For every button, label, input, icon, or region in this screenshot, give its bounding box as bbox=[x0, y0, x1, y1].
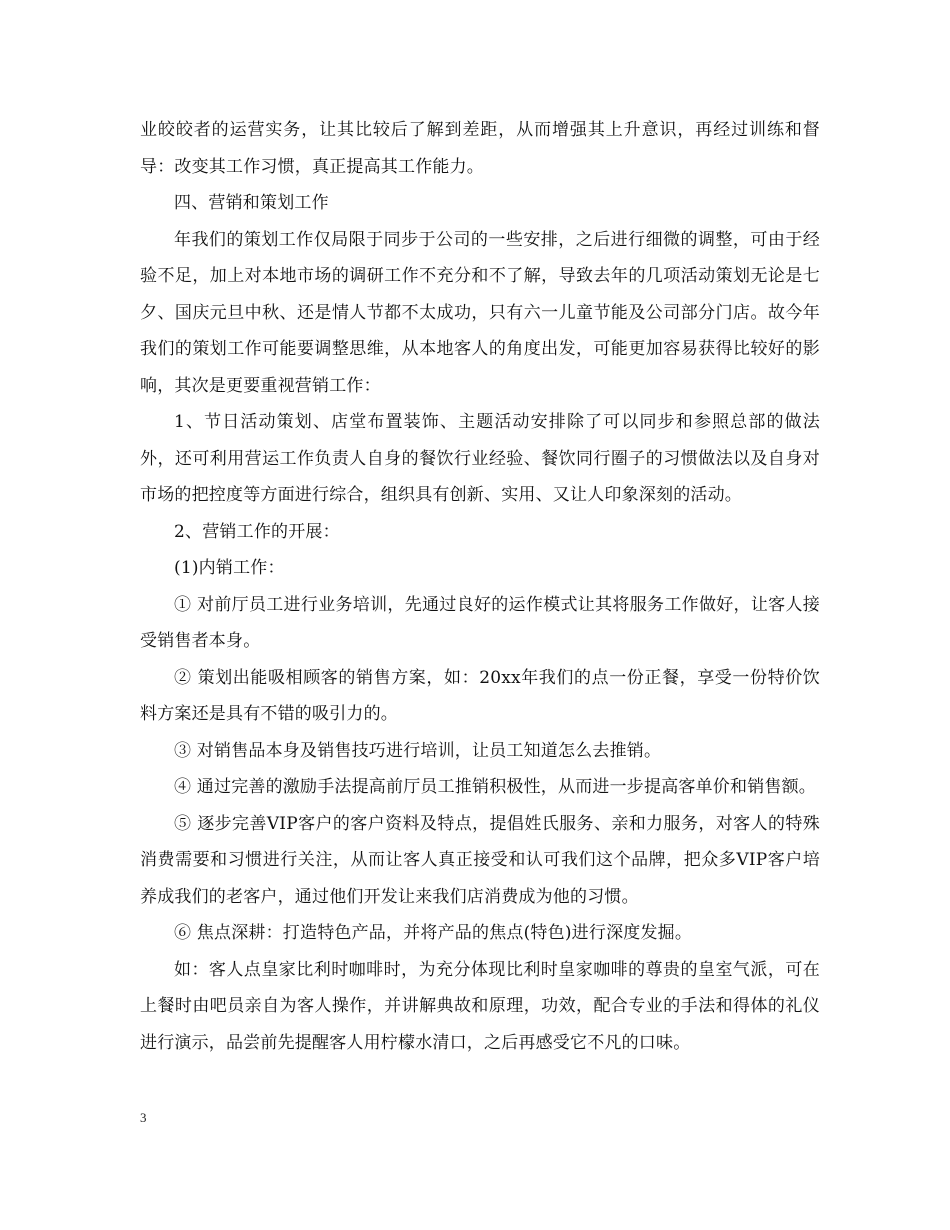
list-item: ③ 对销售品本身及销售技巧进行培训，让员工知道怎么去推销。 bbox=[174, 740, 662, 761]
document-body bbox=[140, 112, 820, 1061]
page-number: 3 bbox=[140, 1110, 147, 1125]
list-item: ⑥ 焦点深耕：打造特色产品，并将产品的焦点(特色)进行深度发掘。 bbox=[174, 923, 693, 943]
paragraph: 如：客人点皇家比利时咖啡时，为充分体现比利时皇家咖啡的尊贵的皇室气派，可在上餐时由吧员亲自为客人操作，并讲解典故和原理，功效，配合专业的手法和得体的礼仪进行演示，品尝前先提醒客人用柠檬水清口，之后再感受它不凡的口味。 bbox=[140, 959, 820, 1053]
list-item: ④ 通过完善的激励手法提高前厅员工推销积极性，从而进一步提高客单价和销售额。 bbox=[174, 777, 817, 797]
paragraph: 1、节日活动策划、店堂布置装饰、主题活动安排除了可以同步和参照总部的做法外，还可利用营运工作负责人自身的餐饮行业经验、餐饮同行圈子的习惯做法以及自身对市场的把控度等方面进行综合，组织具有创新、实用、又让人印象深刻的活动。 bbox=[140, 412, 820, 505]
section-heading: 四、营销和策划工作 bbox=[174, 193, 329, 213]
list-item: ⑤ 逐步完善VIP客户的客户资料及特点，提倡姓氏服务、亲和力服务，对客人的特殊消费需要和习惯进行关注，从而让客人真正接受和认可我们这个品牌，把众多VIP客户培养成我们的老客户，通过他们开发让来我们店消费成为他的习惯。 bbox=[140, 813, 820, 907]
list-item: ② 策划出能吸相顾客的销售方案，如：20xx年我们的点一份正餐，享受一份特价饮料方案还是具有不错的吸引力的。 bbox=[140, 667, 820, 724]
subheading: (1)内销工作： bbox=[174, 558, 285, 578]
paragraph: 业皎皎者的运营实务，让其比较后了解到差距，从而增强其上升意识，再经过训练和督导：改变其工作习惯，真正提高其工作能力。 bbox=[140, 120, 820, 177]
paragraph: 年我们的策划工作仅局限于同步于公司的一些安排，之后进行细微的调整，可由于经验不足，加上对本地市场的调研工作不充分和不了解，导致去年的几项活动策划无论是七夕、国庆元旦中秋、还是情人节都不太成功，只有六一儿童节能及公司部分门店。故今年我们的策划工作可能要调整思维，从本地客人的角度出发，可能更加容易获得比较好的影响，其次是更要重视营销工作： bbox=[140, 229, 820, 396]
list-item: ① 对前厅员工进行业务培训，先通过良好的运作模式让其将服务工作做好，让客人接受销售者本身。 bbox=[140, 594, 820, 651]
subheading: 2、营销工作的开展： bbox=[174, 521, 340, 542]
